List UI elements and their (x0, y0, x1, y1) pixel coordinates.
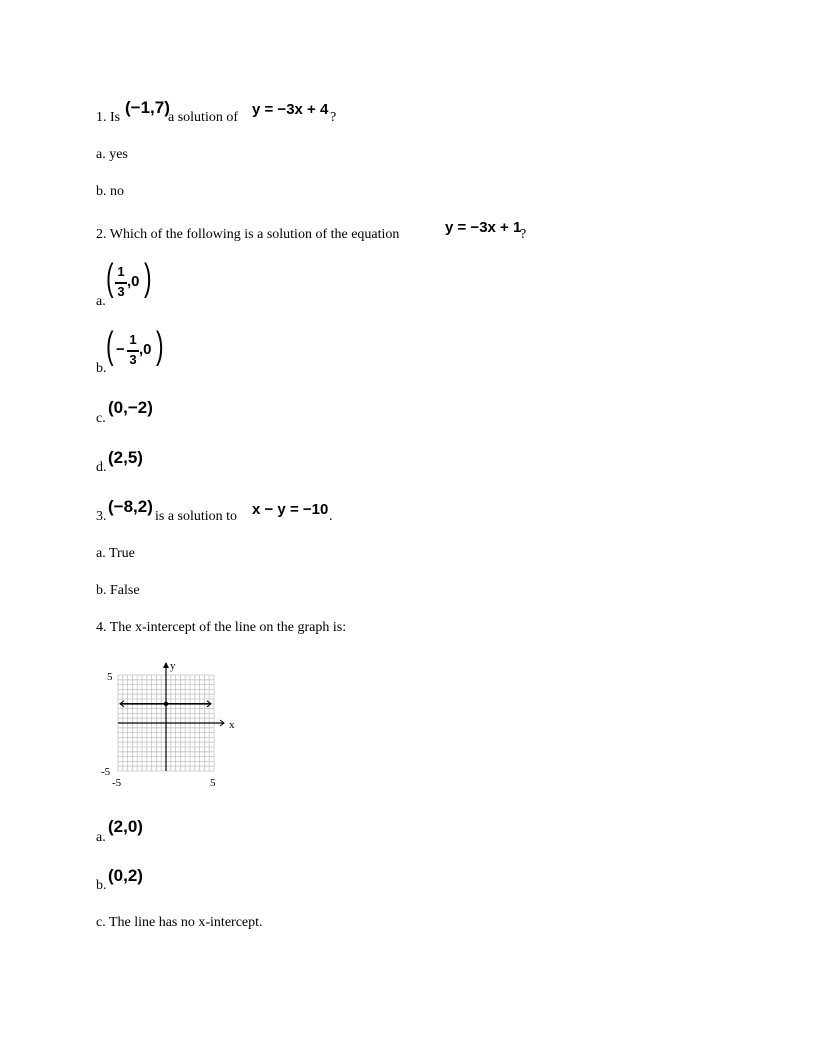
q3-number: 3. (96, 509, 107, 524)
q2-option-d-letter: d. (96, 460, 107, 475)
fraction-numerator: 1 (129, 332, 137, 347)
y-intercept-point (164, 702, 168, 706)
q3-option-b[interactable]: b. False (96, 583, 140, 598)
fraction-numerator: 1 (117, 264, 125, 279)
q4-option-b-point: (0,2) (108, 866, 143, 885)
y-axis-arrow (163, 662, 169, 668)
q2-equation: y = −3x + 1 (445, 219, 522, 236)
x-min-label: -5 (112, 777, 122, 789)
q1-option-a[interactable]: a. yes (96, 147, 128, 162)
q2-option-a-letter: a. (96, 294, 106, 309)
open-paren: ( (106, 325, 114, 367)
close-paren: ) (144, 257, 152, 299)
q2-option-c-letter: c. (96, 411, 106, 426)
q2-option-a-rest: ,0 (127, 273, 140, 290)
q4-option-b-letter: b. (96, 878, 107, 893)
q1-number: 1. Is (96, 110, 121, 125)
coordinate-grid (110, 660, 230, 780)
fraction-denominator: 3 (117, 284, 125, 299)
y-axis-label: y (170, 660, 176, 672)
q4-option-a-letter: a. (96, 830, 106, 845)
x-max-label: 5 (210, 777, 216, 789)
q2-option-c-point: (0,−2) (108, 398, 153, 417)
q3-option-a[interactable]: a. True (96, 546, 135, 561)
q3-equation: x − y = −10 (252, 501, 329, 518)
fraction-denominator: 3 (129, 352, 137, 367)
q4-option-a-point: (2,0) (108, 817, 143, 836)
y-min-label: -5 (101, 766, 111, 778)
q1-end: ? (330, 110, 337, 125)
q2-option-b-rest: ,0 (139, 341, 152, 358)
q4-prompt: 4. The x-intercept of the line on the graph is: (96, 620, 347, 635)
q2-prompt: 2. Which of the following is a solution of the equation (96, 227, 400, 242)
q3-text: is a solution to (155, 509, 238, 524)
open-paren: ( (106, 257, 114, 299)
q2-option-d-point: (2,5) (108, 448, 143, 467)
q3-point: (−8,2) (108, 497, 153, 516)
q3-end: . (329, 509, 333, 524)
close-paren: ) (156, 325, 164, 367)
q2-end: ? (520, 227, 527, 242)
y-max-label: 5 (107, 671, 113, 683)
q4-option-c[interactable]: c. The line has no x-intercept. (96, 915, 263, 930)
q2-option-b-sign: − (116, 341, 125, 358)
q1-equation: y = −3x + 4 (252, 101, 329, 118)
x-axis-label: x (229, 719, 235, 731)
q1-option-b[interactable]: b. no (96, 184, 124, 199)
q2-option-b-letter: b. (96, 361, 107, 376)
q1-point: (−1,7) (125, 98, 170, 117)
q1-text: a solution of (168, 110, 238, 125)
